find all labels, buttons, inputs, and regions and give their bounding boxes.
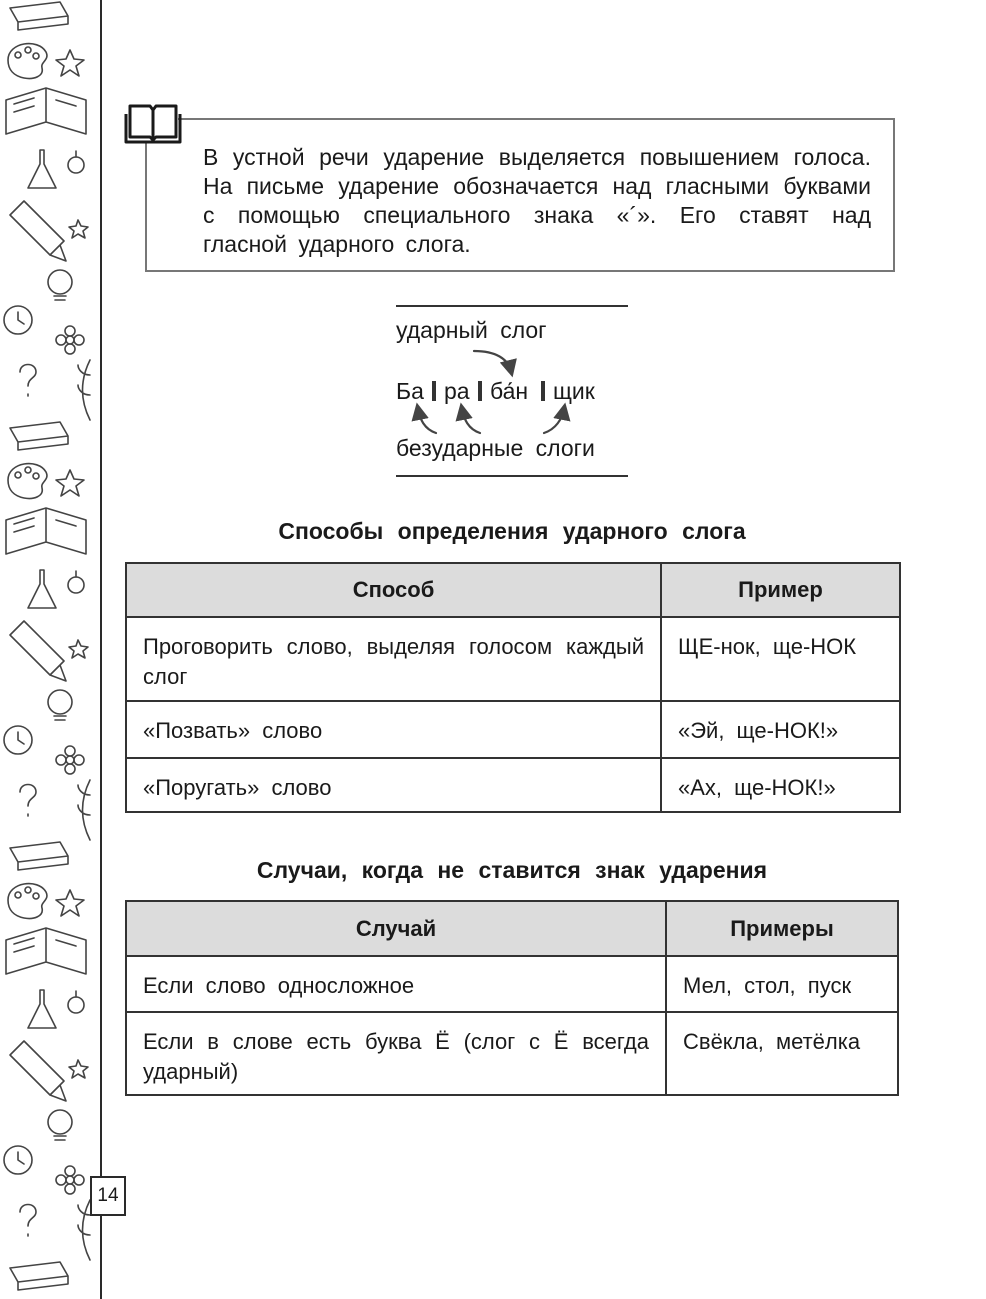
syllable-1: Ба — [396, 378, 424, 404]
syllable-4: щик — [553, 378, 595, 404]
table-cell: Проговорить слово, выделяя голосом каждый слог — [126, 617, 661, 701]
table-cell: «Поругать» слово — [126, 758, 661, 812]
rule-text: В устной речи ударение выделяется повышением голоса. На письме ударение обозначается над гласными буквами с помощью специального знака «´». Его ставят над гласной ударного слога. — [203, 144, 871, 257]
column-header: Случай — [126, 901, 666, 956]
table-cell: «Ах, ще-НОК!» — [661, 758, 900, 812]
column-header: Примеры — [666, 901, 898, 956]
unstressed-arrow-1 — [418, 409, 436, 433]
table-cell: ЩЕ-нок, ще-НОК — [661, 617, 900, 701]
stress-methods-table — [125, 562, 901, 813]
table-cell: «Позвать» слово — [126, 701, 661, 758]
page-number: 14 — [90, 1176, 126, 1216]
unstressed-arrow-2 — [462, 409, 480, 433]
syllable-diagram — [396, 305, 628, 479]
rule-info-box — [145, 118, 895, 272]
school-doodles-icon — [0, 0, 100, 1299]
table-cell: Мел, стол, пуск — [666, 956, 898, 1012]
table-row — [126, 956, 898, 1012]
no-stress-mark-table — [125, 900, 899, 1096]
table-cell: «Эй, ще-НОК!» — [661, 701, 900, 758]
syllable-2: ра — [444, 378, 470, 404]
syllable-3-stressed: ба́н — [490, 378, 529, 404]
table-row — [126, 701, 900, 758]
table-cell: Если слово односложное — [126, 956, 666, 1012]
unstressed-syllables-label: безударные слоги — [396, 435, 595, 461]
decorative-doodle-border — [0, 0, 102, 1299]
table-row — [126, 617, 900, 701]
table-row — [126, 758, 900, 812]
stressed-arrow — [474, 351, 511, 371]
table-cell: Если в слове есть буква Ё (слог с Ё всегда ударный) — [126, 1012, 666, 1095]
open-book-icon — [124, 100, 182, 144]
column-header: Пример — [661, 563, 900, 617]
table-header-row — [126, 563, 900, 617]
bottom-rule — [396, 475, 628, 477]
table2-title: Случаи, когда не ставится знак ударения — [256, 857, 768, 883]
table-cell: Свёкла, метёлка — [666, 1012, 898, 1095]
table-row — [126, 1012, 898, 1095]
table-header-row — [126, 901, 898, 956]
stressed-syllable-label: ударный слог — [396, 317, 547, 343]
table1-title: Способы определения ударного слога — [278, 518, 746, 544]
unstressed-arrow-3 — [544, 409, 564, 433]
column-header: Способ — [126, 563, 661, 617]
